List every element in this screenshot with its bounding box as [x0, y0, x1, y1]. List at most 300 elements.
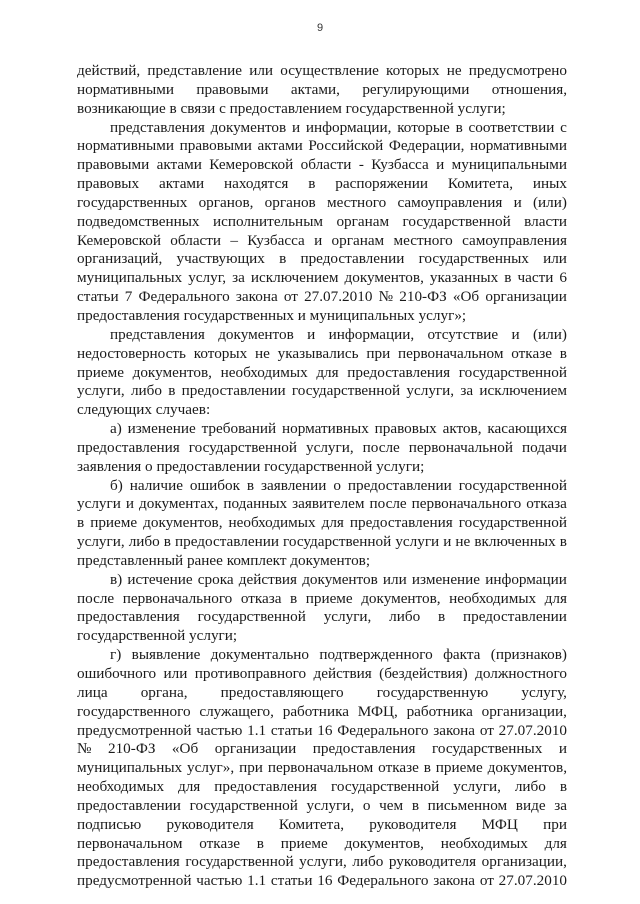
line-word: указанных	[429, 269, 499, 287]
text-line	[77, 684, 567, 703]
line-word: нормативными	[77, 80, 174, 98]
line-word: которых	[386, 62, 440, 79]
line-word: истечение	[127, 570, 193, 588]
line-word: актами,	[290, 80, 340, 98]
line-word: документов,	[361, 589, 441, 607]
line-word: либо	[128, 533, 160, 551]
line-word: предусмотренной	[77, 721, 192, 739]
line-word: либо	[352, 853, 384, 871]
line-word: 6	[559, 269, 567, 287]
line-word: Кузбасса	[247, 231, 305, 249]
line-word: 27.07.2010	[498, 872, 567, 890]
line-word: и	[125, 495, 135, 513]
line-word: участвующих	[176, 250, 265, 268]
text-line	[77, 119, 567, 138]
line-word: нормативными	[470, 137, 567, 155]
line-word: предоставления	[312, 740, 416, 758]
line-word: подведомственных	[77, 212, 200, 230]
line-word: государственных	[418, 250, 529, 268]
line-word: либо	[514, 778, 546, 796]
line-word: услуги	[395, 533, 440, 551]
text-line	[77, 703, 567, 722]
line-word: документов	[210, 118, 287, 136]
line-word: услугу,	[521, 683, 567, 701]
line-word: государственной	[458, 363, 567, 381]
text-line	[77, 156, 567, 175]
line-word: в	[559, 533, 567, 551]
line-word: должностного	[475, 665, 567, 682]
line-text: заявления о предоставлении государственной услуги;	[77, 457, 425, 475]
line-word: предоставления	[347, 363, 451, 381]
line-word: правовыми	[196, 80, 269, 98]
line-word: представления	[110, 325, 205, 343]
line-word: Кемеровской	[209, 156, 294, 174]
line-word: частью	[196, 872, 243, 890]
line-word: государственной	[189, 796, 298, 814]
line-word: за	[232, 269, 245, 287]
line-word: государственной	[188, 438, 298, 456]
line-word: (бездействия)	[379, 665, 468, 682]
line-word: и	[307, 325, 316, 343]
line-word: необходимых	[77, 778, 165, 796]
line-word: «Об	[452, 288, 480, 306]
text-line	[77, 778, 567, 797]
line-word: органам	[331, 231, 385, 249]
line-word: отказе	[378, 759, 419, 777]
line-word: и	[436, 156, 445, 174]
line-word: необходимых	[440, 834, 528, 852]
line-word: нормативных	[282, 420, 369, 438]
line-word: организации,	[481, 853, 567, 871]
text-line	[77, 307, 567, 326]
line-word: от	[479, 872, 494, 890]
line-word: предоставлении	[181, 382, 286, 400]
text-line	[77, 382, 567, 401]
line-word: либо	[389, 608, 421, 626]
line-word: предоставлении	[300, 250, 405, 268]
line-word: и	[513, 193, 522, 211]
line-word: не	[446, 62, 462, 79]
line-word: в	[559, 778, 567, 796]
line-word: и	[443, 533, 452, 551]
line-word: приеме	[280, 834, 328, 852]
line-word: в	[163, 533, 171, 551]
line-word: первоначального	[411, 495, 522, 513]
line-word: документально	[210, 646, 309, 664]
text-line	[77, 420, 567, 439]
line-word: распоряжении	[335, 175, 429, 193]
text-line	[77, 62, 567, 81]
line-word: предоставления	[77, 853, 180, 871]
line-word: закона	[235, 288, 278, 306]
line-word: и	[314, 231, 323, 249]
line-word: или	[249, 62, 274, 79]
line-word: в	[246, 476, 255, 494]
line-word: исключением	[250, 269, 339, 287]
line-word: после	[77, 589, 115, 607]
line-word: предусмотрено	[468, 62, 567, 79]
line-word: отсутствие	[427, 325, 499, 343]
line-word: в	[423, 759, 431, 777]
line-word: государственной	[197, 608, 306, 626]
text-line	[77, 100, 567, 119]
line-word: подписью	[77, 815, 142, 833]
line-word: в	[411, 796, 419, 814]
line-word: услуг»,	[187, 759, 235, 777]
text-line	[77, 137, 567, 156]
text-line	[77, 590, 567, 609]
line-word: органов	[264, 193, 316, 211]
line-word: №	[378, 288, 394, 306]
line-word: услуги,	[299, 853, 347, 871]
text-line	[77, 571, 567, 590]
line-word: предоставления	[77, 438, 180, 456]
line-word: приеме	[77, 363, 124, 381]
line-word: организаций,	[77, 250, 163, 268]
line-word: б)	[110, 476, 123, 494]
line-word: чем	[379, 796, 404, 814]
text-line	[77, 288, 567, 307]
line-word: и	[558, 740, 567, 758]
line-word: о	[362, 796, 371, 814]
text-line	[77, 81, 567, 100]
line-word: работника	[282, 702, 349, 720]
line-word: в	[504, 269, 512, 287]
line-word: самоуправления	[462, 231, 567, 249]
line-word: представления	[110, 118, 205, 136]
line-word: документов,	[143, 514, 223, 532]
line-word: факта	[443, 646, 481, 664]
line-word: наличие	[129, 476, 183, 494]
line-word: актами	[257, 137, 303, 155]
line-word: государственной	[283, 533, 392, 551]
line-word: услуги,	[406, 382, 455, 400]
line-word: области	[300, 156, 352, 174]
text-line	[77, 872, 567, 891]
line-word: письменном	[427, 796, 508, 814]
line-word: которых	[193, 344, 248, 362]
line-word: не	[255, 344, 270, 362]
line-word: услуги,	[306, 438, 354, 456]
line-word: руководителя	[166, 815, 254, 833]
text-line	[77, 722, 567, 741]
line-word: документов,	[344, 834, 424, 852]
line-word: исполнительным	[212, 212, 324, 230]
line-word: первоначальном	[77, 834, 183, 852]
line-word: которые	[397, 118, 450, 136]
line-word: при	[543, 815, 567, 833]
line-word: 1.1	[247, 721, 267, 739]
line-word: органа,	[140, 683, 188, 701]
line-word: первоначальном	[398, 344, 504, 362]
line-word: муниципальных	[77, 759, 183, 777]
line-word: и	[291, 118, 301, 136]
line-word: в	[279, 250, 287, 268]
line-word: в	[256, 834, 264, 852]
line-word: актами	[158, 175, 205, 193]
line-word: –	[230, 231, 238, 249]
text-line	[77, 608, 567, 627]
line-word: документов,	[344, 269, 424, 287]
text-line	[77, 627, 567, 646]
line-word: необходимых	[449, 589, 537, 607]
line-word: исключением	[479, 382, 567, 400]
text-line	[77, 759, 567, 778]
line-word: 27.07.2010	[304, 288, 373, 306]
line-word: г)	[110, 646, 122, 664]
line-word: лица	[77, 683, 108, 701]
line-word: первоначального	[122, 589, 233, 607]
line-word: в	[290, 589, 298, 607]
line-text: представленный ранее комплект документов;	[77, 551, 371, 569]
line-word: организации	[214, 740, 297, 758]
line-word: для	[544, 589, 567, 607]
line-word: правовых	[77, 175, 140, 193]
line-word: предоставлении	[347, 476, 452, 494]
line-word: предоставляющего	[220, 683, 344, 701]
line-word: о	[333, 476, 341, 494]
line-word: предоставления	[349, 514, 453, 532]
line-word: организации,	[481, 702, 567, 720]
line-word: приеме	[305, 589, 353, 607]
line-word: государственной	[331, 778, 440, 796]
line-word: 16	[317, 721, 333, 739]
line-word: противоправного	[194, 665, 307, 682]
text-line	[77, 364, 567, 383]
line-word: самоуправления	[397, 193, 503, 211]
line-word: предоставлении	[175, 533, 279, 551]
line-word: Комитета,	[278, 815, 345, 833]
line-word: заявлении	[261, 476, 327, 494]
text-line	[77, 740, 567, 759]
line-word: от	[283, 288, 298, 306]
line-word: служащего,	[199, 702, 274, 720]
line-word: 27.07.2010	[498, 721, 567, 739]
line-word: подачи	[522, 438, 567, 456]
line-word: Комитета,	[447, 175, 514, 193]
line-word: 16	[317, 872, 333, 890]
text-line	[77, 458, 567, 477]
line-word: государственную	[376, 683, 489, 701]
line-word: МФЦ	[481, 815, 518, 833]
line-word: касающихся	[487, 420, 567, 438]
line-word: при	[366, 344, 391, 362]
line-word: руководителя	[388, 853, 477, 871]
line-word: предусмотренной	[77, 872, 192, 890]
line-word: или	[382, 570, 407, 588]
line-word: государственного	[77, 702, 191, 720]
line-word: частью	[196, 721, 243, 739]
line-word: правовых	[374, 420, 437, 438]
text-line	[77, 533, 567, 552]
text-line	[77, 269, 567, 288]
line-word: органам	[336, 212, 390, 230]
text-line	[77, 194, 567, 213]
line-word: соответствии	[468, 118, 555, 136]
text-line	[77, 835, 567, 854]
line-word: государственной	[291, 382, 401, 400]
line-word: услуги,	[77, 533, 125, 551]
line-word: №	[77, 740, 92, 758]
text-line	[77, 816, 567, 835]
line-word: необходимых	[228, 514, 316, 532]
text-line	[77, 401, 567, 420]
line-word: отказа	[526, 495, 567, 513]
line-word: указывались	[277, 344, 359, 362]
line-word: отказе	[199, 834, 240, 852]
line-word: предоставления	[214, 778, 318, 796]
line-word: документов	[302, 570, 378, 588]
line-word: органов,	[198, 193, 254, 211]
line-word: действий,	[77, 62, 141, 79]
line-word: в	[168, 382, 176, 400]
line-word: государственной	[185, 853, 294, 871]
line-word: 7	[124, 288, 133, 306]
line-word: информации,	[305, 118, 392, 136]
line-word: организации	[485, 288, 567, 306]
line-word: (или)	[532, 193, 567, 211]
line-word: требований	[201, 420, 277, 438]
line-word: документов,	[132, 363, 212, 381]
line-word: Федерального	[138, 288, 230, 306]
text-line	[77, 477, 567, 496]
line-word: актов,	[442, 420, 482, 438]
line-word: услуг,	[188, 269, 227, 287]
line-word: информации,	[328, 325, 415, 343]
line-word: для	[178, 778, 201, 796]
text-line	[77, 439, 567, 458]
text-line	[77, 250, 567, 269]
line-word: первоначальной	[408, 438, 514, 456]
line-word: государственных	[432, 740, 543, 758]
line-word: включенных	[474, 533, 556, 551]
line-word: статьи	[270, 872, 313, 890]
document-body	[77, 62, 567, 891]
line-word: отношения,	[491, 80, 567, 98]
line-word: в	[438, 608, 446, 626]
line-word: 1.1	[247, 872, 267, 890]
line-word: предоставления	[77, 608, 180, 626]
line-word: изменение	[127, 420, 196, 438]
line-word: информации	[485, 570, 567, 588]
line-word: 210-ФЗ	[399, 288, 447, 306]
line-word: услуги,	[306, 796, 355, 814]
line-word: части	[517, 269, 554, 287]
line-word: статьи	[270, 721, 313, 739]
text-line	[77, 797, 567, 816]
line-word: в	[77, 514, 85, 532]
line-word: в	[308, 175, 316, 193]
line-word: актами	[156, 156, 202, 174]
line-text: возникающие в связи с предоставлением государственной услуги;	[77, 99, 506, 117]
line-word: и	[511, 325, 520, 343]
text-line	[77, 552, 567, 571]
line-word: приеме	[435, 759, 483, 777]
line-word: (признаков)	[490, 646, 567, 664]
line-word: поданных	[223, 495, 288, 513]
text-line	[77, 853, 567, 872]
line-word: государственной	[458, 514, 567, 532]
line-word: услуги,	[323, 608, 372, 626]
line-word: действия	[238, 570, 298, 588]
line-word: или	[543, 250, 567, 268]
line-word: власти	[524, 212, 567, 230]
line-word: закона	[433, 872, 476, 890]
text-line	[77, 232, 567, 251]
line-word: правовыми	[179, 137, 252, 155]
line-word: осуществление	[280, 62, 379, 79]
line-word: правовыми	[77, 156, 150, 174]
line-word: иных	[532, 175, 567, 193]
line-word: МФЦ,	[357, 702, 398, 720]
text-line	[77, 514, 567, 533]
line-word: -	[358, 156, 364, 174]
line-word: местного	[393, 231, 453, 249]
line-word: изменение	[411, 570, 481, 588]
text-line	[77, 345, 567, 364]
line-word: отказе	[511, 344, 552, 362]
line-word: муниципальными	[451, 156, 567, 174]
text-line	[77, 646, 567, 665]
line-word: а)	[110, 420, 122, 438]
line-word: муниципальных	[77, 269, 183, 287]
line-word: недостоверность	[77, 344, 186, 362]
text-line	[77, 326, 567, 345]
line-word: от	[479, 721, 494, 739]
line-word: Российской	[308, 137, 384, 155]
line-word: либо	[130, 382, 162, 400]
line-word: представление	[147, 62, 242, 79]
line-word: для	[321, 514, 344, 532]
line-word: государственной	[402, 212, 511, 230]
line-word: предоставлении	[463, 608, 567, 626]
text-line	[77, 175, 567, 194]
line-word: с	[560, 118, 567, 136]
line-word: документов,	[487, 759, 567, 777]
line-word: приеме	[90, 514, 138, 532]
line-word: Кузбасса	[371, 156, 429, 174]
line-word: отказа	[240, 589, 282, 607]
page-number: 9	[316, 22, 324, 34]
line-word: за	[460, 382, 474, 400]
line-text: следующих случаев:	[77, 401, 211, 419]
line-word: работника	[406, 702, 473, 720]
line-word: за	[554, 796, 567, 814]
line-word: в	[455, 118, 463, 136]
line-word: в)	[110, 570, 123, 588]
line-word: для	[544, 834, 567, 852]
line-word: документах,	[139, 495, 219, 513]
line-word: находятся	[224, 175, 289, 193]
line-word: предоставлении	[77, 796, 181, 814]
line-word: действия	[313, 665, 372, 682]
line-word: Федерального	[337, 872, 429, 890]
line-word: статьи	[77, 288, 119, 306]
line-text: предоставления государственных и муниципальных услуг»;	[77, 306, 467, 324]
line-word: 210-ФЗ	[107, 740, 156, 758]
line-word: выявление	[131, 646, 201, 664]
line-text: государственной услуги;	[77, 627, 238, 645]
line-word: подтвержденного	[319, 646, 433, 664]
line-word: ошибочного	[77, 665, 157, 682]
line-word: не	[455, 533, 471, 551]
line-word: руководителя	[369, 815, 457, 833]
text-line	[77, 213, 567, 232]
line-word: необходимых	[220, 363, 308, 381]
line-word: после	[369, 495, 407, 513]
line-word: Кемеровской	[77, 231, 161, 249]
line-word: Федерации,	[388, 137, 465, 155]
